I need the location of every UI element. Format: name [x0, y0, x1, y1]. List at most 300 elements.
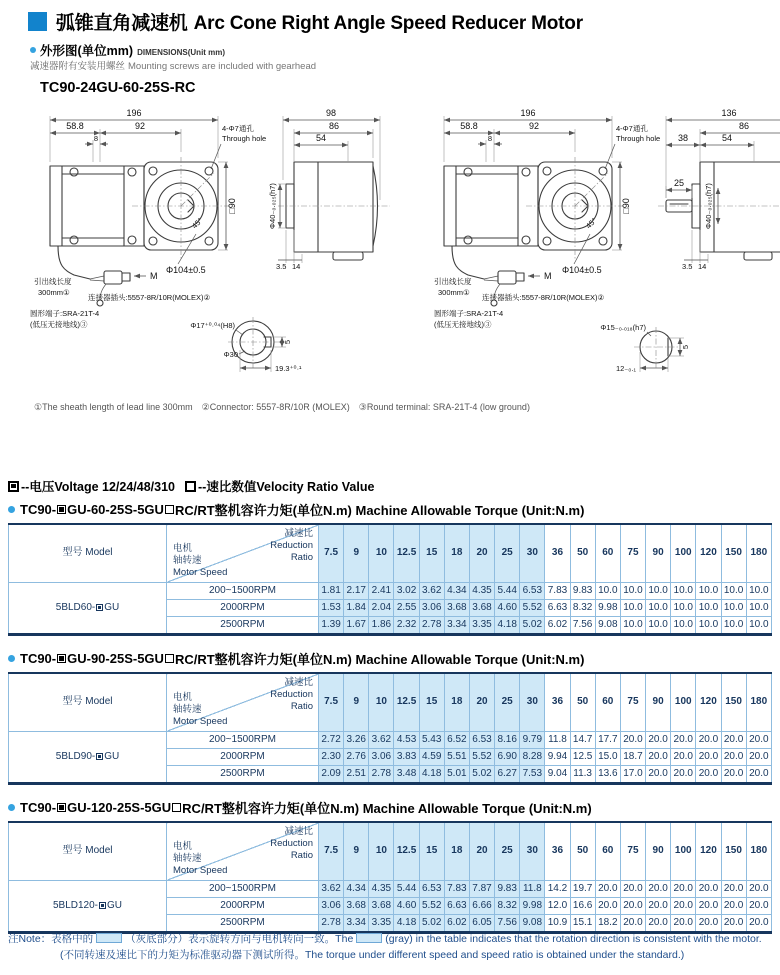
flange-dia-label: Φ104±0.5 — [166, 265, 206, 275]
ratio-col-header: 30 — [520, 673, 545, 732]
torque-value-cell: 3.62 — [419, 583, 444, 600]
torque-value-cell: 20.0 — [671, 766, 696, 784]
torque-value-cell: 6.05 — [469, 915, 494, 933]
torque-value-cell: 10.0 — [646, 583, 671, 600]
torque-value-cell: 9.94 — [545, 749, 570, 766]
torque-value-cell: 20.0 — [671, 915, 696, 933]
ratio-header-label: 减速比 — [284, 826, 313, 837]
torque-value-cell: 3.68 — [369, 898, 394, 915]
torque-value-cell: 8.32 — [570, 600, 595, 617]
torque-value-cell: 19.7 — [570, 881, 595, 898]
torque-value-cell: 10.0 — [646, 600, 671, 617]
lead-length-value: 300mm① — [38, 288, 70, 297]
torque-value-cell: 20.0 — [746, 915, 771, 933]
torque-value-cell: 1.67 — [344, 617, 369, 635]
ratio-col-header: 120 — [696, 822, 721, 881]
torque-value-cell: 6.02 — [444, 915, 469, 933]
torque-value-cell: 20.0 — [671, 749, 696, 766]
dimensions-heading — [30, 41, 225, 59]
terminal-label-1: 圆形端子:SRA-21T-4 — [30, 309, 100, 318]
table-title — [8, 649, 772, 668]
model-square-icon — [99, 902, 106, 909]
terminal-label-1: 圆形端子:SRA-21T-4 — [434, 309, 504, 318]
ratio-col-header: 15 — [419, 822, 444, 881]
voltage-square-icon — [57, 803, 66, 812]
dim-86-label: 86 — [328, 121, 340, 131]
diagonal-header-cell — [167, 673, 319, 732]
torque-value-cell: 8.16 — [495, 732, 520, 749]
ratio-header-label: Reduction — [270, 539, 313, 551]
model-header-cell: 型号 Model — [9, 673, 167, 732]
ratio-col-header: 100 — [671, 673, 696, 732]
torque-value-cell: 20.0 — [721, 766, 746, 784]
torque-value-cell: 10.0 — [671, 583, 696, 600]
hub-dia-label: Φ40₋₀.₀₂₅(h7) — [268, 183, 277, 229]
torque-value-cell: 20.0 — [721, 732, 746, 749]
torque-value-cell: 7.53 — [520, 766, 545, 784]
ratio-col-header: 180 — [746, 673, 771, 732]
ratio-header-label: Ratio — [290, 849, 313, 861]
ratio-col-header: 25 — [495, 673, 520, 732]
torque-value-cell: 3.62 — [369, 732, 394, 749]
dim-196-label: 196 — [126, 108, 142, 118]
torque-value-cell: 20.0 — [721, 915, 746, 933]
terminal-label-2: (低压无接地线)③ — [30, 320, 88, 329]
torque-value-cell: 20.0 — [696, 915, 721, 933]
dim-25-label: 25 — [673, 178, 685, 188]
torque-value-cell: 20.0 — [646, 915, 671, 933]
model-prefix: 5BLD60- — [55, 601, 96, 613]
torque-table-section — [8, 500, 772, 636]
torque-value-cell: 20.0 — [646, 749, 671, 766]
dim-14-label: 14 — [292, 262, 301, 271]
speed-cell: 2000RPM — [167, 749, 319, 766]
torque-value-cell: 20.0 — [746, 898, 771, 915]
bullet-icon — [8, 804, 15, 811]
voltage-square-icon — [8, 481, 19, 492]
lead-length-value: 300mm① — [438, 288, 470, 297]
torque-value-cell: 2.51 — [344, 766, 369, 784]
torque-value-cell: 20.0 — [696, 898, 721, 915]
torque-value-cell: 2.72 — [319, 732, 344, 749]
torque-value-cell: 7.56 — [570, 617, 595, 635]
torque-value-cell: 7.83 — [444, 881, 469, 898]
table-title-post: RC/RT整机容许力矩(单位N.m) Machine Allowable Torque (Unit:N.m) — [174, 503, 585, 518]
torque-value-cell: 6.66 — [469, 898, 494, 915]
bullet-icon — [8, 506, 15, 513]
table-header-row — [9, 524, 772, 583]
table-row — [9, 732, 772, 749]
speed-cell: 2500RPM — [167, 915, 319, 933]
model-header-cell: 型号 Model — [9, 822, 167, 881]
ratio-col-header: 36 — [545, 822, 570, 881]
ratio-col-header: 50 — [570, 524, 595, 583]
torque-value-cell: 15.0 — [595, 749, 620, 766]
torque-value-cell: 4.35 — [369, 881, 394, 898]
ratio-col-header: 90 — [646, 673, 671, 732]
torque-value-cell: 12.0 — [545, 898, 570, 915]
torque-value-cell: 4.53 — [394, 732, 419, 749]
table-title-mid: GU-90-25S-5GU — [67, 651, 164, 666]
motor-speed-header — [173, 841, 227, 877]
technical-drawings — [28, 100, 780, 392]
dim-92-label: 92 — [134, 121, 146, 131]
ratio-col-header: 15 — [419, 524, 444, 583]
dim-3p5-label: 3.5 — [682, 262, 693, 271]
detail-view — [600, 323, 690, 373]
ratio-col-header: 25 — [495, 524, 520, 583]
torque-value-cell: 4.60 — [495, 600, 520, 617]
speed-cell: 2000RPM — [167, 600, 319, 617]
torque-value-cell: 4.34 — [344, 881, 369, 898]
ratio-col-header: 30 — [520, 822, 545, 881]
torque-value-cell: 11.3 — [570, 766, 595, 784]
ratio-col-header: 12.5 — [394, 673, 419, 732]
motor-speed-header — [173, 692, 227, 728]
ratio-col-header: 20 — [469, 822, 494, 881]
torque-value-cell: 5.44 — [394, 881, 419, 898]
torque-value-cell: 20.0 — [746, 732, 771, 749]
speed-header-label: 电机 — [173, 692, 193, 704]
ratio-col-header: 7.5 — [319, 822, 344, 881]
ratio-col-header: 150 — [721, 673, 746, 732]
table-title-post: RC/RT整机容许力矩(单位N.m) Machine Allowable Torque (Unit:N.m) — [182, 801, 592, 816]
motor-speed-header — [173, 543, 227, 579]
torque-value-cell: 10.0 — [721, 600, 746, 617]
torque-value-cell: 5.43 — [419, 732, 444, 749]
torque-value-cell: 3.35 — [369, 915, 394, 933]
torque-value-cell: 20.0 — [671, 898, 696, 915]
ratio-legend-text: --速比数值Velocity Ratio Value — [198, 480, 375, 494]
dim-8-label: 8 — [93, 134, 99, 143]
torque-value-cell: 6.63 — [545, 600, 570, 617]
dim-58-label: 58.8 — [66, 121, 84, 131]
torque-value-cell: 14.2 — [545, 881, 570, 898]
mounting-note — [30, 58, 316, 72]
model-prefix: 5BLD120- — [52, 899, 99, 911]
note-1c: (gray) in the table indicates that the rotation direction is consistent with the motor. — [385, 933, 762, 945]
torque-value-cell: 2.17 — [344, 583, 369, 600]
dim-3p5-label: 3.5 — [276, 262, 287, 271]
ratio-col-header: 20 — [469, 524, 494, 583]
ratio-col-header: 18 — [444, 524, 469, 583]
ratio-col-header: 10 — [369, 822, 394, 881]
hole-label-zh: 4-Φ7通孔 — [222, 124, 254, 133]
torque-value-cell: 18.7 — [620, 749, 645, 766]
model-suffix: GU — [107, 899, 123, 911]
speed-header-label: 电机 — [173, 841, 193, 853]
torque-table-section — [8, 649, 772, 785]
torque-value-cell: 13.6 — [595, 766, 620, 784]
drawing-model-title: TC90-24GU-60-25S-RC — [40, 80, 196, 96]
ratio-col-header: 150 — [721, 822, 746, 881]
torque-value-cell: 2.30 — [319, 749, 344, 766]
torque-value-cell: 5.44 — [495, 583, 520, 600]
model-cell — [9, 881, 167, 933]
torque-value-cell: 5.02 — [520, 617, 545, 635]
connector-label: 连接器插头:5557-8R/10R(MOLEX)② — [482, 293, 605, 302]
speed-cell: 2000RPM — [167, 898, 319, 915]
dim-58-label: 58.8 — [460, 121, 478, 131]
torque-value-cell: 14.7 — [570, 732, 595, 749]
torque-value-cell: 6.02 — [545, 617, 570, 635]
angle-label: 45° — [584, 216, 599, 231]
torque-value-cell: 5.52 — [419, 898, 444, 915]
torque-value-cell: 3.62 — [319, 881, 344, 898]
drawing-right — [434, 100, 780, 392]
bore-height-label: 5 — [283, 339, 292, 345]
diagonal-header-cell — [167, 524, 319, 583]
table-title-pre: TC90- — [20, 800, 57, 815]
front-view — [30, 108, 266, 329]
torque-value-cell: 10.0 — [696, 583, 721, 600]
ratio-header-label: Ratio — [290, 700, 313, 712]
notes — [8, 931, 774, 964]
ratio-square-icon — [185, 481, 196, 492]
ratio-col-header: 36 — [545, 524, 570, 583]
torque-value-cell: 3.68 — [344, 898, 369, 915]
ratio-col-header: 90 — [646, 822, 671, 881]
torque-value-cell: 7.83 — [545, 583, 570, 600]
mounting-note-en: Mounting screws are included with gearhead — [128, 61, 317, 72]
torque-value-cell: 5.01 — [444, 766, 469, 784]
torque-tables — [8, 500, 772, 947]
dim-14-label: 14 — [698, 262, 707, 271]
torque-value-cell: 6.63 — [444, 898, 469, 915]
ratio-col-header: 180 — [746, 524, 771, 583]
ratio-header-label: 减速比 — [284, 528, 313, 539]
torque-value-cell: 6.53 — [419, 881, 444, 898]
torque-value-cell: 10.0 — [696, 617, 721, 635]
torque-value-cell: 10.0 — [671, 600, 696, 617]
ratio-square-icon — [165, 505, 174, 514]
dim-92-label: 92 — [528, 121, 540, 131]
speed-header-label: 电机 — [173, 543, 193, 555]
ratio-col-header: 36 — [545, 673, 570, 732]
torque-value-cell: 9.04 — [545, 766, 570, 784]
torque-value-cell: 2.41 — [369, 583, 394, 600]
torque-value-cell: 20.0 — [721, 749, 746, 766]
ratio-col-header: 150 — [721, 524, 746, 583]
torque-value-cell: 3.26 — [344, 732, 369, 749]
hub-dia-label: Φ40₋₀.₀₂₅(h7) — [704, 183, 713, 229]
page-header — [28, 8, 583, 35]
table-title-post: RC/RT整机容许力矩(单位N.m) Machine Allowable Torque (Unit:N.m) — [174, 652, 585, 667]
ratio-header-label: Reduction — [270, 688, 313, 700]
ratio-square-icon — [165, 654, 174, 663]
detail-view — [190, 317, 302, 373]
torque-value-cell: 3.06 — [369, 749, 394, 766]
ratio-header-label: Reduction — [270, 837, 313, 849]
torque-value-cell: 5.02 — [419, 915, 444, 933]
table-title — [8, 798, 772, 817]
model-cell — [9, 732, 167, 784]
page-title — [56, 8, 583, 35]
torque-value-cell: 6.52 — [444, 732, 469, 749]
dim-98-label: 98 — [325, 108, 337, 118]
gray-swatch — [356, 933, 382, 943]
torque-value-cell: 3.68 — [469, 600, 494, 617]
ratio-col-header: 7.5 — [319, 673, 344, 732]
torque-value-cell: 1.84 — [344, 600, 369, 617]
ratio-col-header: 18 — [444, 673, 469, 732]
note-1b: （灰底部分）表示旋转方向与电机转向一致。The — [125, 933, 354, 945]
torque-value-cell: 11.8 — [545, 732, 570, 749]
m-label: M — [544, 271, 552, 281]
ratio-col-header: 75 — [620, 673, 645, 732]
torque-value-cell: 2.78 — [369, 766, 394, 784]
torque-value-cell: 10.0 — [696, 600, 721, 617]
ratio-col-header: 10 — [369, 524, 394, 583]
dimensions-label-zh: 外形图(单位mm) — [40, 44, 134, 58]
ratio-col-header: 120 — [696, 524, 721, 583]
table-title-mid: GU-60-25S-5GU — [67, 502, 164, 517]
torque-value-cell: 15.1 — [570, 915, 595, 933]
torque-value-cell: 2.76 — [344, 749, 369, 766]
ratio-col-header: 120 — [696, 673, 721, 732]
torque-value-cell: 10.0 — [620, 600, 645, 617]
ratio-col-header: 7.5 — [319, 524, 344, 583]
legend — [8, 477, 384, 495]
front-view — [434, 108, 660, 329]
square-90-label: □90 — [621, 198, 631, 214]
table-row — [9, 881, 772, 898]
torque-value-cell: 20.0 — [620, 915, 645, 933]
ratio-header-label: Ratio — [290, 551, 313, 563]
torque-value-cell: 4.18 — [394, 915, 419, 933]
note-1a: 注Note：表格中的 — [8, 933, 94, 945]
dim-38-label: 38 — [677, 133, 689, 143]
note-line-1 — [8, 931, 774, 947]
torque-table — [8, 672, 772, 785]
torque-value-cell: 4.18 — [495, 617, 520, 635]
ratio-col-header: 100 — [671, 822, 696, 881]
ratio-col-header: 15 — [419, 673, 444, 732]
shaft-width-label: 12₋₀.₁ — [615, 364, 636, 373]
model-suffix: GU — [104, 601, 120, 613]
drawing-footnote: ①The sheath length of lead line 300mm ②Connector: 5557-8R/10R (MOLEX) ③Round terminal: SRA-21T-4 (low ground) — [34, 402, 530, 412]
torque-value-cell: 16.6 — [570, 898, 595, 915]
torque-value-cell: 2.09 — [319, 766, 344, 784]
torque-value-cell: 9.08 — [595, 617, 620, 635]
torque-value-cell: 4.18 — [419, 766, 444, 784]
dim-196-label: 196 — [520, 108, 536, 118]
ratio-col-header: 9 — [344, 524, 369, 583]
torque-value-cell: 3.48 — [394, 766, 419, 784]
speed-cell: 200~1500RPM — [167, 881, 319, 898]
dim-8-label: 8 — [487, 134, 493, 143]
hole-label-zh: 4-Φ7通孔 — [616, 124, 648, 133]
torque-value-cell: 10.0 — [671, 617, 696, 635]
side-view — [658, 108, 780, 271]
ratio-square-icon — [172, 803, 181, 812]
model-suffix: GU — [104, 750, 120, 762]
torque-value-cell: 9.83 — [570, 583, 595, 600]
ratio-col-header: 9 — [344, 673, 369, 732]
torque-value-cell: 11.8 — [520, 881, 545, 898]
torque-value-cell: 4.59 — [419, 749, 444, 766]
torque-value-cell: 2.55 — [394, 600, 419, 617]
torque-value-cell: 3.06 — [319, 898, 344, 915]
torque-value-cell: 20.0 — [646, 732, 671, 749]
bore-width-label: 19.3⁺⁰·¹ — [275, 364, 302, 373]
ratio-col-header: 9 — [344, 822, 369, 881]
torque-value-cell: 20.0 — [696, 749, 721, 766]
torque-value-cell: 6.53 — [469, 732, 494, 749]
reduction-ratio-header — [270, 677, 313, 713]
torque-value-cell: 10.0 — [721, 583, 746, 600]
voltage-square-icon — [57, 654, 66, 663]
torque-table — [8, 523, 772, 636]
torque-value-cell: 4.35 — [469, 583, 494, 600]
torque-value-cell: 6.53 — [520, 583, 545, 600]
speed-cell: 2500RPM — [167, 766, 319, 784]
torque-value-cell: 10.0 — [646, 617, 671, 635]
model-cell — [9, 583, 167, 635]
model-square-icon — [96, 604, 103, 611]
page-title-zh: 弧锥直角减速机 — [56, 13, 188, 34]
model-prefix: 5BLD90- — [55, 750, 96, 762]
torque-value-cell: 10.0 — [721, 617, 746, 635]
torque-value-cell: 10.0 — [746, 583, 771, 600]
bullet-icon — [8, 655, 15, 662]
speed-header-label: Motor Speed — [173, 716, 228, 728]
ratio-col-header: 60 — [595, 673, 620, 732]
model-header-cell: 型号 Model — [9, 524, 167, 583]
table-title — [8, 500, 772, 519]
torque-value-cell: 20.0 — [646, 881, 671, 898]
torque-value-cell: 10.0 — [746, 600, 771, 617]
torque-value-cell: 1.86 — [369, 617, 394, 635]
ratio-col-header: 20 — [469, 673, 494, 732]
page-title-en: Arc Cone Right Angle Speed Reducer Motor — [193, 13, 583, 34]
torque-value-cell: 6.90 — [495, 749, 520, 766]
dimensions-label-en: DIMENSIONS(Unit mm) — [137, 48, 226, 57]
hole-label-en: Through hole — [222, 134, 267, 143]
torque-value-cell: 17.7 — [595, 732, 620, 749]
torque-value-cell: 1.39 — [319, 617, 344, 635]
torque-value-cell: 2.04 — [369, 600, 394, 617]
torque-table-section — [8, 798, 772, 934]
ratio-col-header: 50 — [570, 822, 595, 881]
ratio-col-header: 75 — [620, 524, 645, 583]
torque-value-cell: 3.06 — [419, 600, 444, 617]
torque-value-cell: 3.83 — [394, 749, 419, 766]
connector-label: 连接器插头:5557-8R/10R(MOLEX)② — [88, 293, 211, 302]
ratio-col-header: 60 — [595, 822, 620, 881]
bore-dia-label: Φ17⁺⁰·⁰⁴(H8) — [190, 321, 235, 330]
torque-value-cell: 20.0 — [671, 881, 696, 898]
speed-cell: 2500RPM — [167, 617, 319, 635]
torque-value-cell: 20.0 — [671, 732, 696, 749]
terminal-label-2: (低压无接地线)③ — [434, 320, 492, 329]
torque-value-cell: 6.27 — [495, 766, 520, 784]
torque-value-cell: 2.78 — [319, 915, 344, 933]
torque-value-cell: 20.0 — [746, 881, 771, 898]
torque-value-cell: 9.98 — [520, 898, 545, 915]
torque-value-cell: 3.34 — [344, 915, 369, 933]
table-title-pre: TC90- — [20, 502, 57, 517]
blue-square-icon — [28, 12, 47, 31]
speed-header-label: 轴转速 — [173, 853, 202, 865]
mounting-note-zh: 减速器附有安装用螺丝 — [30, 61, 126, 72]
speed-cell: 200~1500RPM — [167, 732, 319, 749]
torque-value-cell: 20.0 — [746, 766, 771, 784]
torque-value-cell: 20.0 — [620, 732, 645, 749]
dim-86-label: 86 — [738, 121, 750, 131]
torque-value-cell: 20.0 — [620, 881, 645, 898]
voltage-legend-text: --电压Voltage 12/24/48/310 — [21, 480, 176, 494]
